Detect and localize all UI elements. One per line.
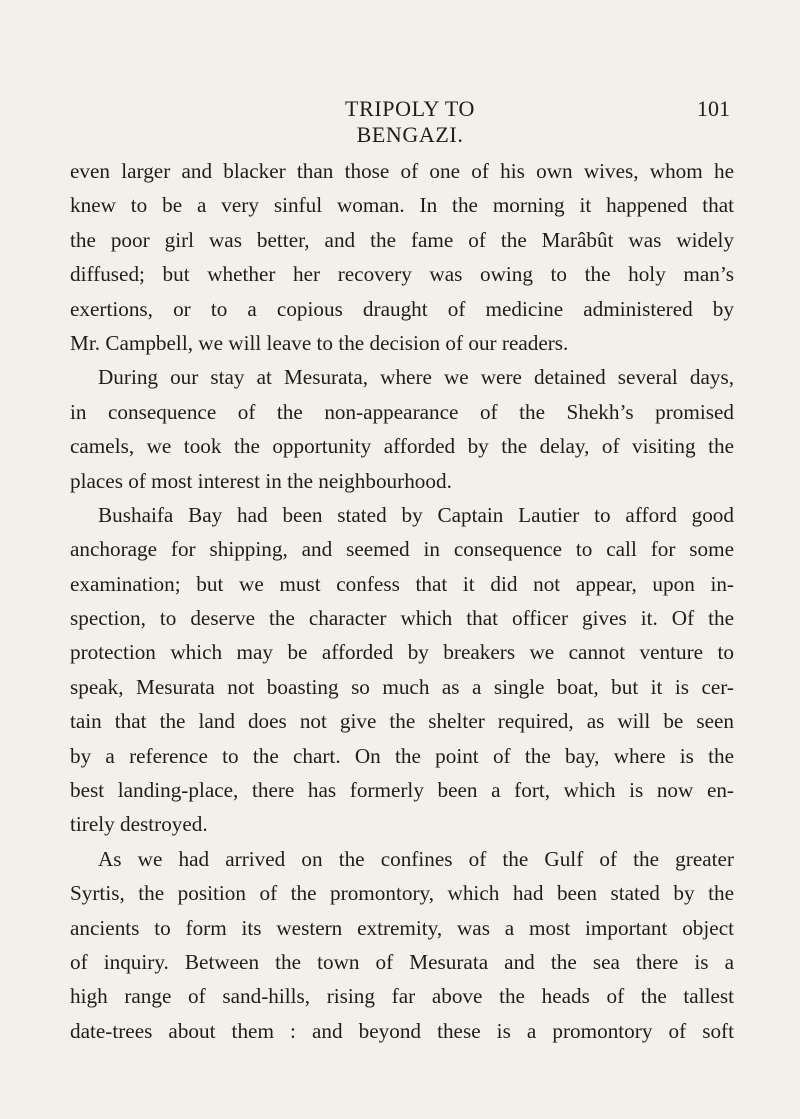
text-line: Bushaifa Bay had been stated by Captain Lautier to afford good xyxy=(98,502,734,527)
text-line: places of most interest in the neighbourhood. xyxy=(70,468,452,493)
text-line: the poor girl was better, and the fame of the Marâbût was widely xyxy=(70,227,734,252)
text-line: knew to be a very sinful woman. In the morning it happened that xyxy=(70,193,734,218)
page-number: 101 xyxy=(697,96,730,121)
text-line: in consequence of the non-appearance of the Shekh’s promised xyxy=(70,399,734,424)
text-line: of inquiry. Between the town of Mesurata and the sea there is a xyxy=(70,949,734,974)
text-line: During our stay at Mesurata, where we were detained several days, xyxy=(98,365,734,390)
body-text xyxy=(70,154,734,1048)
text-line: examination; but we must confess that it did not appear, upon in- xyxy=(70,571,734,596)
text-line: exertions, or to a copious draught of medicine administered by xyxy=(70,296,734,321)
running-title: TRIPOLY TO BENGAZI. xyxy=(345,96,475,147)
text-line: protection which may be afforded by breakers we cannot venture to xyxy=(70,640,734,665)
text-line: best landing-place, there has formerly been a fort, which is now en- xyxy=(70,778,734,803)
text-line: ancients to form its western extremity, was a most important object xyxy=(70,915,734,940)
text-line: high range of sand-hills, rising far above the heads of the tallest xyxy=(70,984,734,1009)
text-line: spection, to deserve the character which that officer gives it. Of the xyxy=(70,606,734,631)
text-line: As we had arrived on the confines of the Gulf of the greater xyxy=(98,846,734,871)
text-line: camels, we took the opportunity afforded by the delay, of visiting the xyxy=(70,434,734,459)
text-line: Syrtis, the position of the promontory, which had been stated by the xyxy=(70,881,734,906)
page-header xyxy=(0,96,800,147)
text-line: tain that the land does not give the shelter required, as will be seen xyxy=(70,709,734,734)
text-line: Mr. Campbell, we will leave to the decision of our readers. xyxy=(70,330,569,355)
text-line: anchorage for shipping, and seemed in consequence to call for some xyxy=(70,537,734,562)
text-line: date-trees about them : and beyond these is a promontory of soft xyxy=(70,1018,734,1043)
text-line: tirely destroyed. xyxy=(70,812,208,837)
text-line: speak, Mesurata not boasting so much as a single boat, but it is cer- xyxy=(70,674,734,699)
text-line: even larger and blacker than those of one of his own wives, whom he xyxy=(70,159,734,183)
text-line: diffused; but whether her recovery was owing to the holy man’s xyxy=(70,262,734,287)
text-line: by a reference to the chart. On the point of the bay, where is the xyxy=(70,743,734,768)
